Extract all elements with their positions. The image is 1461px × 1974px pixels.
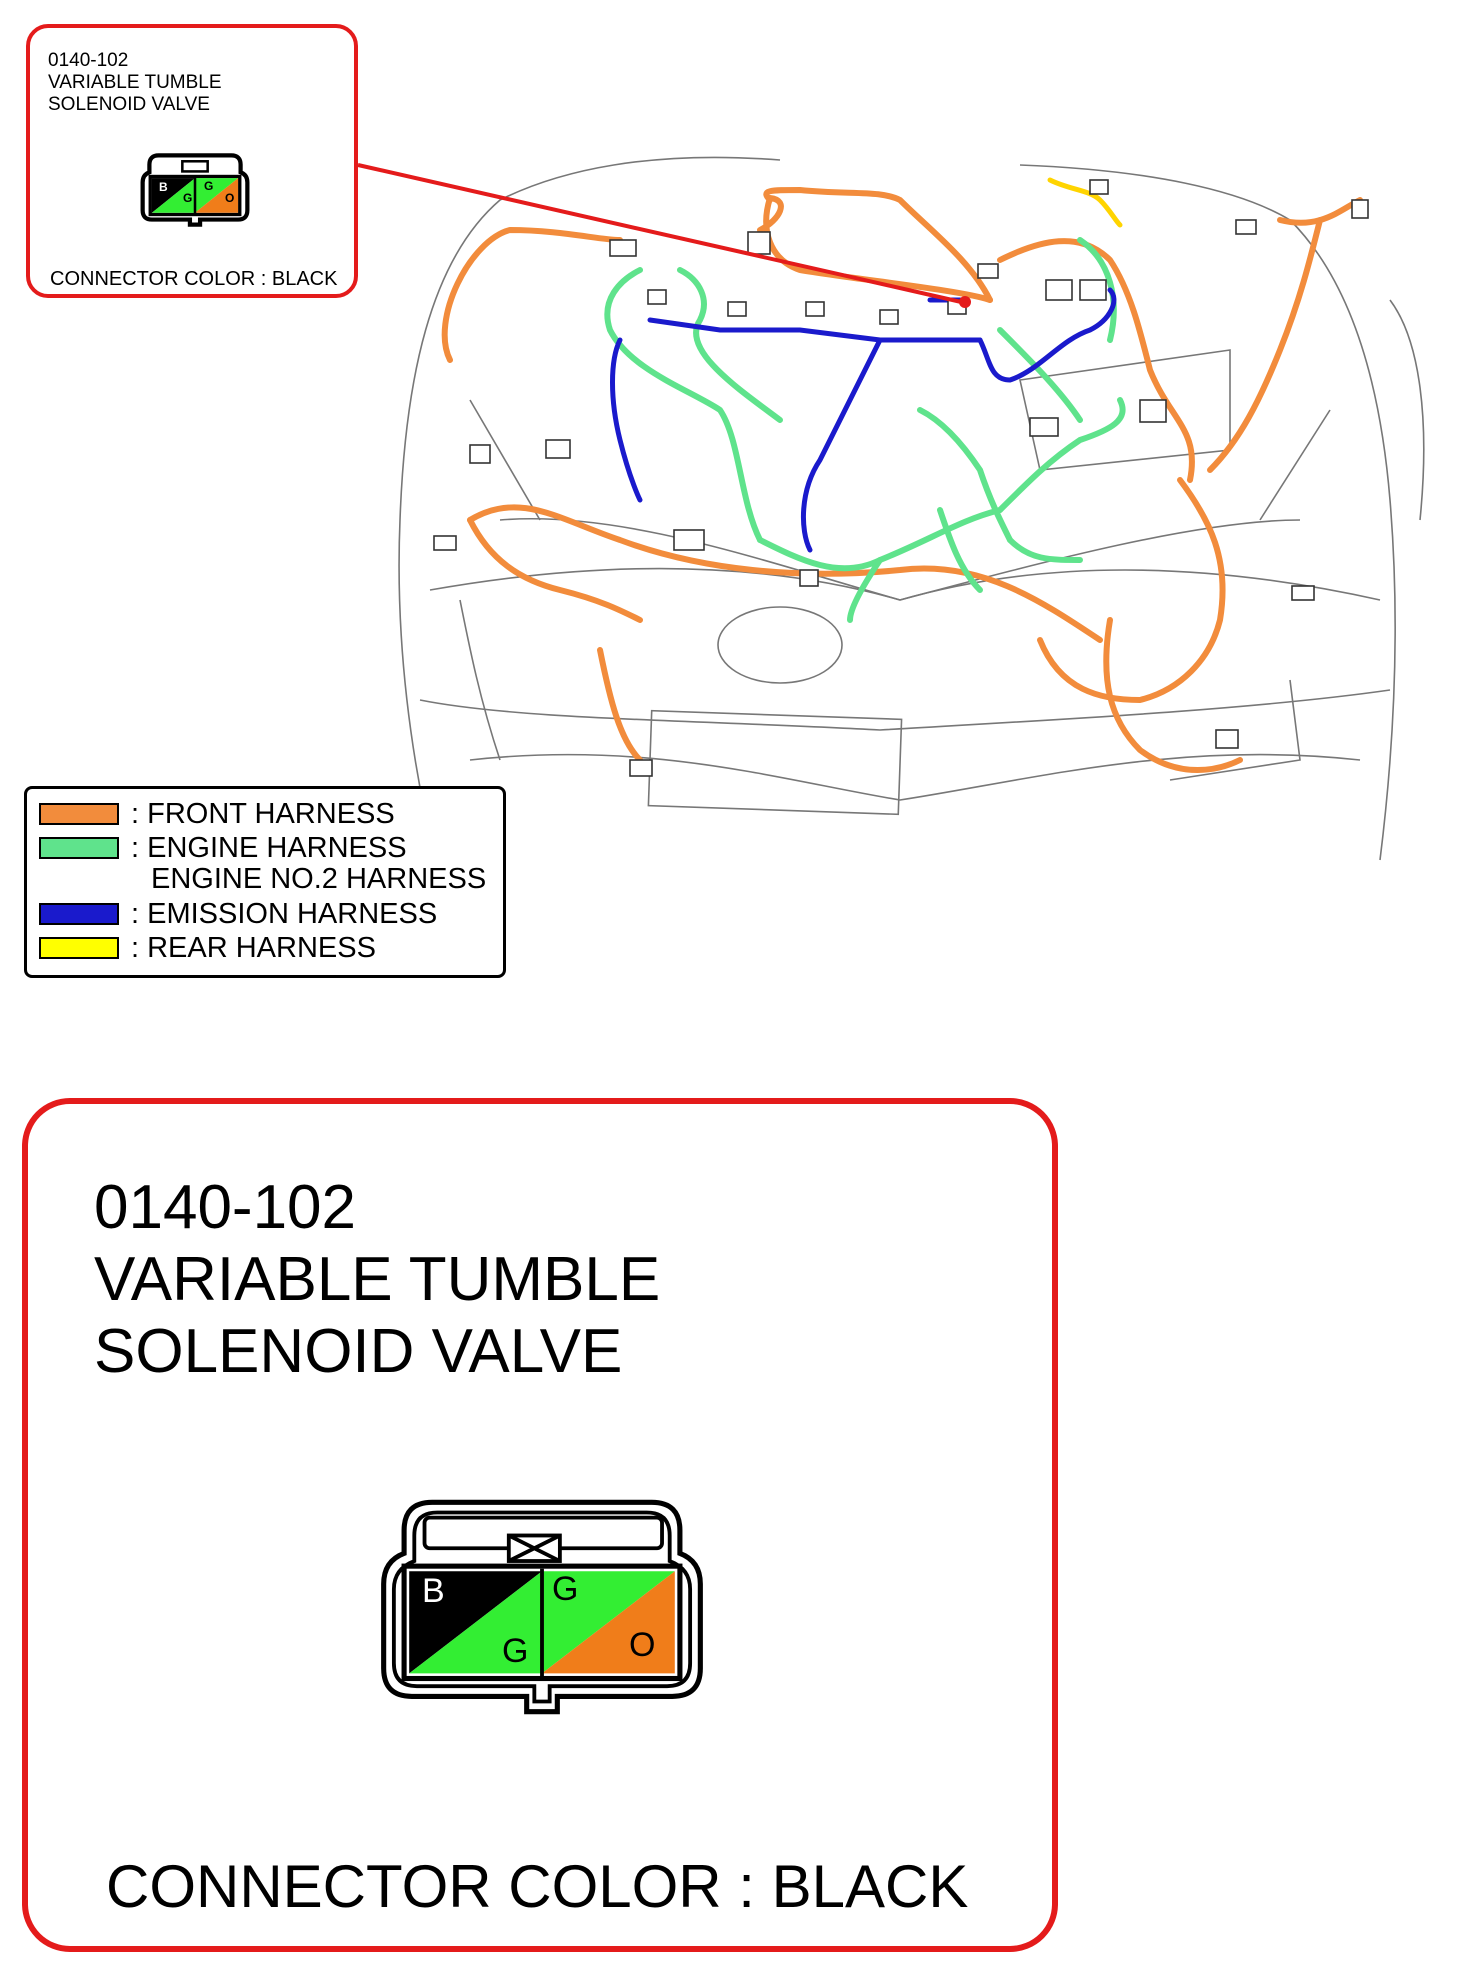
terminal-label-g2-small: G [204, 179, 214, 193]
legend-label-engine-no2: ENGINE NO.2 HARNESS [151, 863, 487, 895]
vehicle-outline [399, 157, 1424, 880]
callout-leader-line [358, 165, 970, 304]
terminal-label-g2: G [552, 1570, 579, 1608]
connector-name-line1-large: VARIABLE TUMBLE [94, 1245, 661, 1314]
legend-label-engine: : ENGINE HARNESS [131, 831, 407, 864]
legend-swatch-rear [39, 937, 119, 959]
legend-swatch-emission [39, 903, 119, 925]
terminal-label-o-small: O [225, 191, 235, 205]
terminal-label-o: O [629, 1626, 656, 1664]
legend-label-front: : FRONT HARNESS [131, 797, 395, 830]
terminal-label-b: B [422, 1572, 445, 1610]
connector-face-icon-small [140, 152, 250, 228]
legend-swatch-front [39, 803, 119, 825]
terminal-label-g: G [502, 1632, 529, 1670]
legend-label-emission: : EMISSION HARNESS [131, 897, 438, 930]
terminal-label-g-small: G [183, 191, 193, 205]
connector-callout-small [26, 24, 358, 298]
legend-item-rear [39, 933, 376, 963]
connector-location-marker [959, 296, 971, 308]
rear-harness-routing [1050, 180, 1120, 225]
legend-label-rear: : REAR HARNESS [131, 931, 376, 964]
legend-item-front [39, 799, 395, 829]
harness-legend [24, 786, 506, 978]
connector-code: 0140-102 [48, 50, 129, 71]
legend-swatch-engine [39, 837, 119, 859]
connector-callout-large [22, 1098, 1058, 1952]
connector-name-line2-large: SOLENOID VALVE [94, 1317, 623, 1386]
legend-item-engine [39, 833, 407, 863]
connector-color-label: CONNECTOR COLOR : BLACK [50, 268, 338, 290]
connector-code-large: 0140-102 [94, 1173, 357, 1242]
harness-connectors [434, 180, 1368, 776]
connector-color-label-large: CONNECTOR COLOR : BLACK [106, 1853, 969, 1920]
connector-name-line2: SOLENOID VALVE [48, 94, 210, 115]
front-harness-routing [445, 190, 1360, 770]
connector-name-line1: VARIABLE TUMBLE [48, 72, 222, 93]
terminal-label-b-small: B [159, 180, 168, 194]
legend-item-emission [39, 899, 437, 929]
